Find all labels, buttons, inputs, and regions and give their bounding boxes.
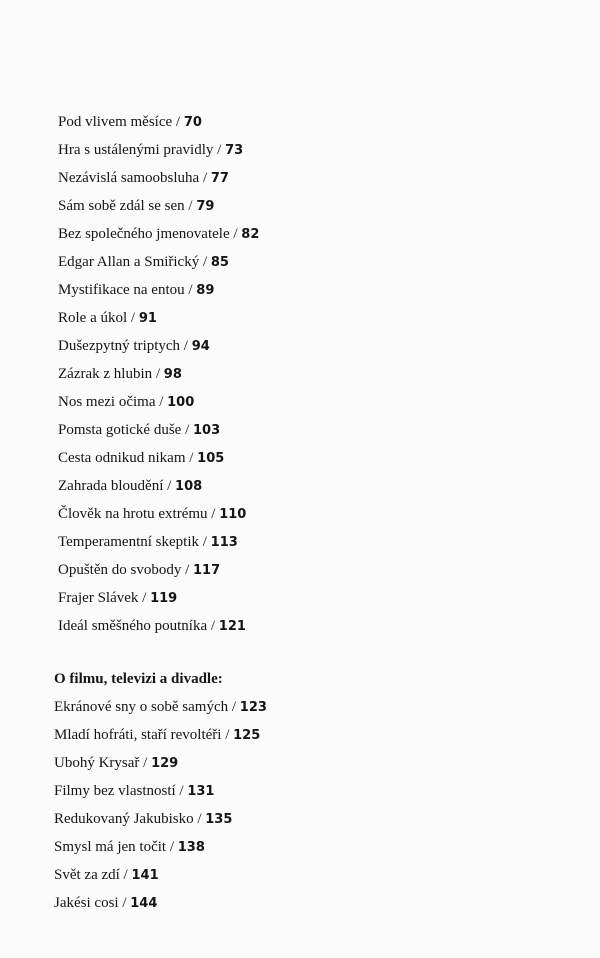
toc-entry — [0, 584, 600, 612]
toc-entry — [0, 528, 600, 556]
toc-entry-title: Redukovaný Jakubisko / — [54, 811, 206, 827]
toc-entry-title: Sám sobě zdál se sen / — [58, 198, 197, 214]
toc-entry-page-number: 77 — [210, 171, 229, 186]
toc-entry-page-number: 110 — [219, 507, 247, 522]
toc-entry-title: Temperamentní skeptik / — [58, 534, 211, 550]
toc-entry-page-number: 70 — [183, 115, 202, 130]
toc-entry-title: Filmy bez vlastností / — [54, 783, 188, 799]
toc-entry — [0, 192, 600, 220]
toc-entry — [0, 276, 600, 304]
toc-entry — [0, 612, 600, 640]
toc-entry — [0, 164, 600, 192]
toc-entry — [0, 889, 600, 917]
toc-entry-title: Dušezpytný triptych / — [58, 338, 192, 354]
toc-entry-title: Pomsta gotické duše / — [58, 422, 193, 438]
toc-entry-title: Mystifikace na entou / — [58, 282, 197, 298]
toc-entry-page-number: 89 — [196, 283, 215, 298]
toc-entry — [0, 220, 600, 248]
toc-entry-page-number: 105 — [197, 451, 225, 466]
toc-entry-title: Frajer Slávek / — [58, 590, 151, 606]
toc-entry-title: Zahrada bloudění / — [58, 478, 176, 494]
toc-entry-title: Pod vlivem měsíce / — [58, 114, 184, 130]
toc-entry — [0, 749, 600, 777]
toc-entry-page-number: 141 — [131, 868, 159, 883]
toc-entry-title: Smysl má jen točit / — [54, 839, 178, 855]
toc-entry-page-number: 100 — [167, 395, 195, 410]
toc-entry-page-number: 73 — [225, 143, 244, 158]
toc-entry-page-number: 85 — [210, 255, 229, 270]
toc-entry — [0, 777, 600, 805]
toc-entry — [0, 861, 600, 889]
toc-entry-page-number: 129 — [151, 756, 179, 771]
toc-entry — [0, 304, 600, 332]
toc-entry-title: Hra s ustálenými pravidly / — [58, 142, 226, 158]
toc-entry — [0, 721, 600, 749]
toc-entry-title: Nezávislá samoobsluha / — [58, 170, 211, 186]
toc-entry-title: Zázrak z hlubin / — [58, 366, 164, 382]
toc-entry-title: Nos mezi očima / — [58, 394, 168, 410]
toc-entry — [0, 805, 600, 833]
toc-entry-title: Jakési cosi / — [54, 895, 131, 911]
toc-section-essays — [0, 108, 600, 640]
toc-entry-title: Svět za zdí / — [54, 867, 132, 883]
toc-entry-title: Cesta odnikud nikam / — [58, 450, 198, 466]
toc-entry-page-number: 108 — [175, 479, 203, 494]
toc-entry-title: Role a úkol / — [58, 310, 139, 326]
toc-entry-page-number: 98 — [163, 367, 182, 382]
toc-entry — [0, 500, 600, 528]
toc-entry-page-number: 138 — [177, 840, 205, 855]
toc-entry-page-number: 91 — [138, 311, 157, 326]
toc-entry — [0, 444, 600, 472]
toc-entry — [0, 472, 600, 500]
toc-entry-page-number: 117 — [193, 563, 221, 578]
toc-entry — [0, 360, 600, 388]
toc-entry-page-number: 144 — [130, 896, 158, 911]
toc-entry — [0, 388, 600, 416]
toc-entry — [0, 248, 600, 276]
toc-entry-title: Bez společného jmenovatele / — [58, 226, 242, 242]
toc-entry — [0, 416, 600, 444]
toc-entry — [0, 833, 600, 861]
toc-entry-title: Mladí hofráti, staří revoltéři / — [54, 727, 234, 743]
toc-entry-page-number: 121 — [218, 619, 246, 634]
toc-entries — [0, 693, 600, 917]
toc-entry-title: Edgar Allan a Smiřický / — [58, 254, 211, 270]
toc-entry-page-number: 103 — [193, 423, 221, 438]
toc-entry-title: Člověk na hrotu extrému / — [58, 506, 220, 522]
section-heading: O filmu, televizi a divadle: — [54, 671, 223, 687]
toc-entry-page-number: 123 — [239, 700, 267, 715]
toc-entry-title: Ubohý Krysař / — [54, 755, 152, 771]
toc-section-film-tv-theatre — [0, 665, 600, 917]
toc-entry-page-number: 135 — [205, 812, 233, 827]
toc-entry-page-number: 119 — [150, 591, 178, 606]
toc-entry-page-number: 113 — [210, 535, 238, 550]
toc-entry — [0, 556, 600, 584]
toc-entry-title: Ekránové sny o sobě samých / — [54, 699, 240, 715]
toc-entry-page-number: 82 — [241, 227, 260, 242]
toc-entry-page-number: 94 — [191, 339, 210, 354]
toc-entry — [0, 693, 600, 721]
toc-entry-title: Ideál směšného poutníka / — [58, 618, 219, 634]
toc-entry-page-number: 125 — [233, 728, 261, 743]
toc-entry-page-number: 131 — [187, 784, 215, 799]
toc-entry — [0, 136, 600, 164]
toc-entries — [0, 108, 600, 640]
toc-entry-page-number: 79 — [196, 199, 215, 214]
toc-entry-title: Opuštěn do svobody / — [58, 562, 193, 578]
toc-entry — [0, 332, 600, 360]
toc-entry — [0, 108, 600, 136]
